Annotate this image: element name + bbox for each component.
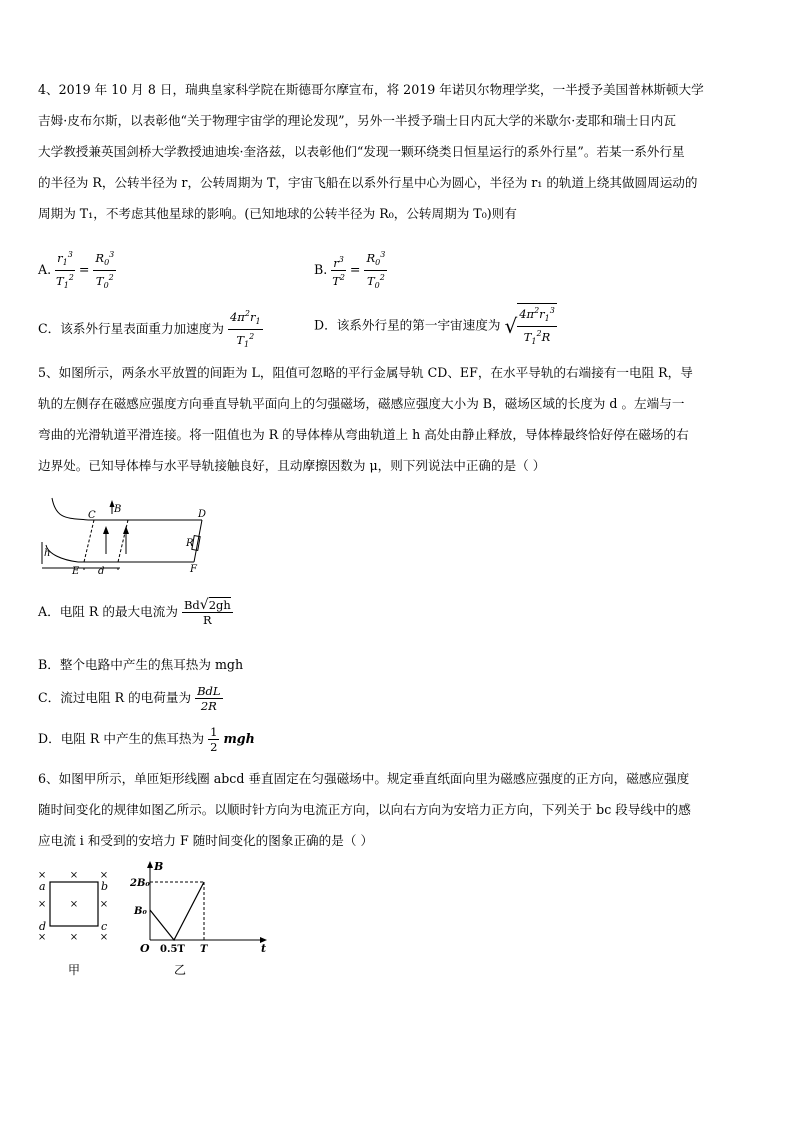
q4-option-c bbox=[38, 307, 263, 352]
svg-text:×: × bbox=[69, 899, 79, 910]
formula: $\frac{R_0^3}{T_0^2}$ bbox=[366, 250, 386, 291]
tick-t: T bbox=[200, 944, 208, 955]
q4-option-c-label: C．该系外行星表面重力加速度为 bbox=[38, 321, 224, 337]
vertex-a: a bbox=[39, 880, 46, 893]
q4-option-a: A. $\frac{r_1^3}{T_1^2}$ = $\frac{R_0^3}{T_0^2}$ bbox=[38, 248, 116, 293]
label-e: E bbox=[72, 566, 80, 577]
vertex-d: d bbox=[39, 920, 47, 933]
q5-option-a-label: A．电阻 R 的最大电流为 bbox=[38, 604, 178, 619]
tick-b0: B₀ bbox=[134, 906, 147, 917]
q6-line: 6、如图甲所示，单匝矩形线圈 abcd 垂直固定在匀强磁场中。规定垂直纸面向里为磁感应强度的正方向，磁感应强度 bbox=[38, 771, 690, 786]
origin-o: O bbox=[140, 942, 150, 955]
svg-text:×: × bbox=[38, 932, 47, 943]
axis-b-label: B bbox=[154, 860, 164, 873]
q6-line: 应电流 i 和受到的安培力 F 随时间变化的图象正确的是（ ） bbox=[38, 833, 374, 848]
q4-line: 的半径为 R，公转半径为 r，公转周期为 T，宇宙飞船在以系外行星中心为圆心，半径为 r₁ 的轨道上绕其做圆周运动的 bbox=[38, 175, 698, 190]
q4-option-b-label: B. bbox=[314, 262, 328, 278]
formula: $\frac{1}{2}$ bbox=[210, 725, 218, 754]
svg-text:×: × bbox=[99, 899, 109, 910]
q5-line: 弯曲的光滑轨道平滑连接。将一阻值也为 R 的导体棒从弯曲轨道上 h 高处由静止释放，导体棒最终恰好停在磁场的右 bbox=[38, 427, 689, 442]
formula: $\frac{R_0^3}{T_0^2}$ bbox=[95, 250, 115, 291]
q4-line: 吉姆·皮布尔斯，以表彰他“关于物理宇宙学的理论发现”，另外一半授予瑞士日内瓦大学的米歇尔·麦耶和瑞士日内瓦 bbox=[38, 113, 676, 128]
vertex-c: c bbox=[101, 920, 108, 933]
tick-half-t: 0.5T bbox=[160, 944, 185, 955]
question-5-stem bbox=[38, 357, 760, 481]
label-d: D bbox=[198, 509, 207, 520]
q4-line: 大学教授兼英国剑桥大学教授迪迪埃·奎洛兹，以表彰他们“发现一颗环绕类日恒星运行的系外行星”。若某一系外行星 bbox=[38, 144, 685, 159]
question-6-stem bbox=[38, 763, 760, 856]
q5-option-c-label: C．流过电阻 R 的电荷量为 bbox=[38, 690, 192, 705]
q5-option-c bbox=[38, 684, 223, 713]
formula: $\frac{4\pi^2r_1}{T_1^2}$ bbox=[229, 309, 261, 350]
q4-line: 周期为 T₁，不考虑其他星球的影响。(已知地球的公转半径为 R₀，公转周期为 T₀)则有 bbox=[38, 206, 517, 221]
formula: $\frac{r_1^3}{T_1^2}$ bbox=[56, 250, 74, 291]
svg-text:×: × bbox=[99, 870, 109, 881]
figure-jia-coil bbox=[38, 862, 128, 980]
label-d-length: d bbox=[98, 566, 105, 577]
svg-text:×: × bbox=[99, 932, 109, 943]
axis-t-label: t bbox=[261, 942, 267, 955]
svg-text:×: × bbox=[69, 932, 79, 943]
label-c: C bbox=[88, 510, 96, 521]
svg-text:×: × bbox=[69, 870, 79, 881]
formula: $\frac{Bd√2gh}{R}$ bbox=[183, 597, 231, 627]
formula: $\frac{\text{BdL}}{2R}$ bbox=[197, 684, 221, 713]
q5-option-d-label: D．电阻 R 中产生的焦耳热为 bbox=[38, 731, 205, 746]
label-f: F bbox=[190, 564, 197, 575]
q4-option-d-label: D．该系外行星的第一宇宙速度为 bbox=[314, 317, 501, 333]
q5-line: 5、如图所示，两条水平放置的间距为 L，阻值可忽略的平行金属导轨 CD、EF，在水平导轨的右端接有一电阻 R，导 bbox=[38, 365, 693, 380]
q6-line: 随时间变化的规律如图乙所示。以顺时针方向为电流正方向，以向右方向为安培力正方向，下列关于 bc 段导线中的感 bbox=[38, 802, 691, 817]
q4-option-d: D．该系外行星的第一宇宙速度为 √ $\frac{4\pi^2r_1^3}{T_1^2R}$ bbox=[314, 303, 557, 349]
q5-line: 边界处。已知导体棒与水平导轨接触良好，且动摩擦因数为 μ，则下列说法中正确的是（ ） bbox=[38, 458, 546, 473]
caption-jia: 甲 bbox=[68, 963, 81, 977]
figure-yi-b-t-graph bbox=[130, 858, 280, 980]
question-4-stem bbox=[38, 74, 760, 229]
q5-option-a bbox=[38, 598, 233, 627]
tick-2b0: 2B₀ bbox=[130, 878, 150, 889]
q4-option-a-label: A. bbox=[38, 262, 52, 278]
label-h: h bbox=[44, 548, 51, 559]
svg-text:×: × bbox=[38, 870, 47, 881]
q5-option-b: B．整个电路中产生的焦耳热为 mgh bbox=[38, 657, 244, 672]
q4-option-b: B. $\frac{r^3}{T^2}$ = $\frac{R_0^3}{T_0^2}$ bbox=[314, 248, 387, 293]
formula: $\frac{r^3}{T^2}$ bbox=[332, 255, 345, 288]
formula: $\frac{4\pi^2r_1^3}{T_1^2R}$ bbox=[517, 303, 557, 349]
label-r: R bbox=[186, 538, 194, 549]
caption-yi: 乙 bbox=[174, 963, 187, 977]
label-b: B bbox=[114, 504, 122, 515]
q5-rail-diagram bbox=[38, 490, 218, 580]
q5-option-d-tail: mgh bbox=[223, 731, 255, 746]
q5-line: 轨的左侧存在磁感应强度方向垂直导轨平面向上的匀强磁场，磁感应强度大小为 B，磁场区域的长度为 d 。左端与一 bbox=[38, 396, 685, 411]
q4-line: 4、2019 年 10 月 8 日，瑞典皇家科学院在斯德哥尔摩宣布，将 2019 年诺贝尔物理学奖，一半授予美国普林斯顿大学 bbox=[38, 82, 704, 97]
vertex-b: b bbox=[101, 880, 109, 893]
svg-text:×: × bbox=[38, 899, 47, 910]
q5-option-d bbox=[38, 725, 255, 754]
